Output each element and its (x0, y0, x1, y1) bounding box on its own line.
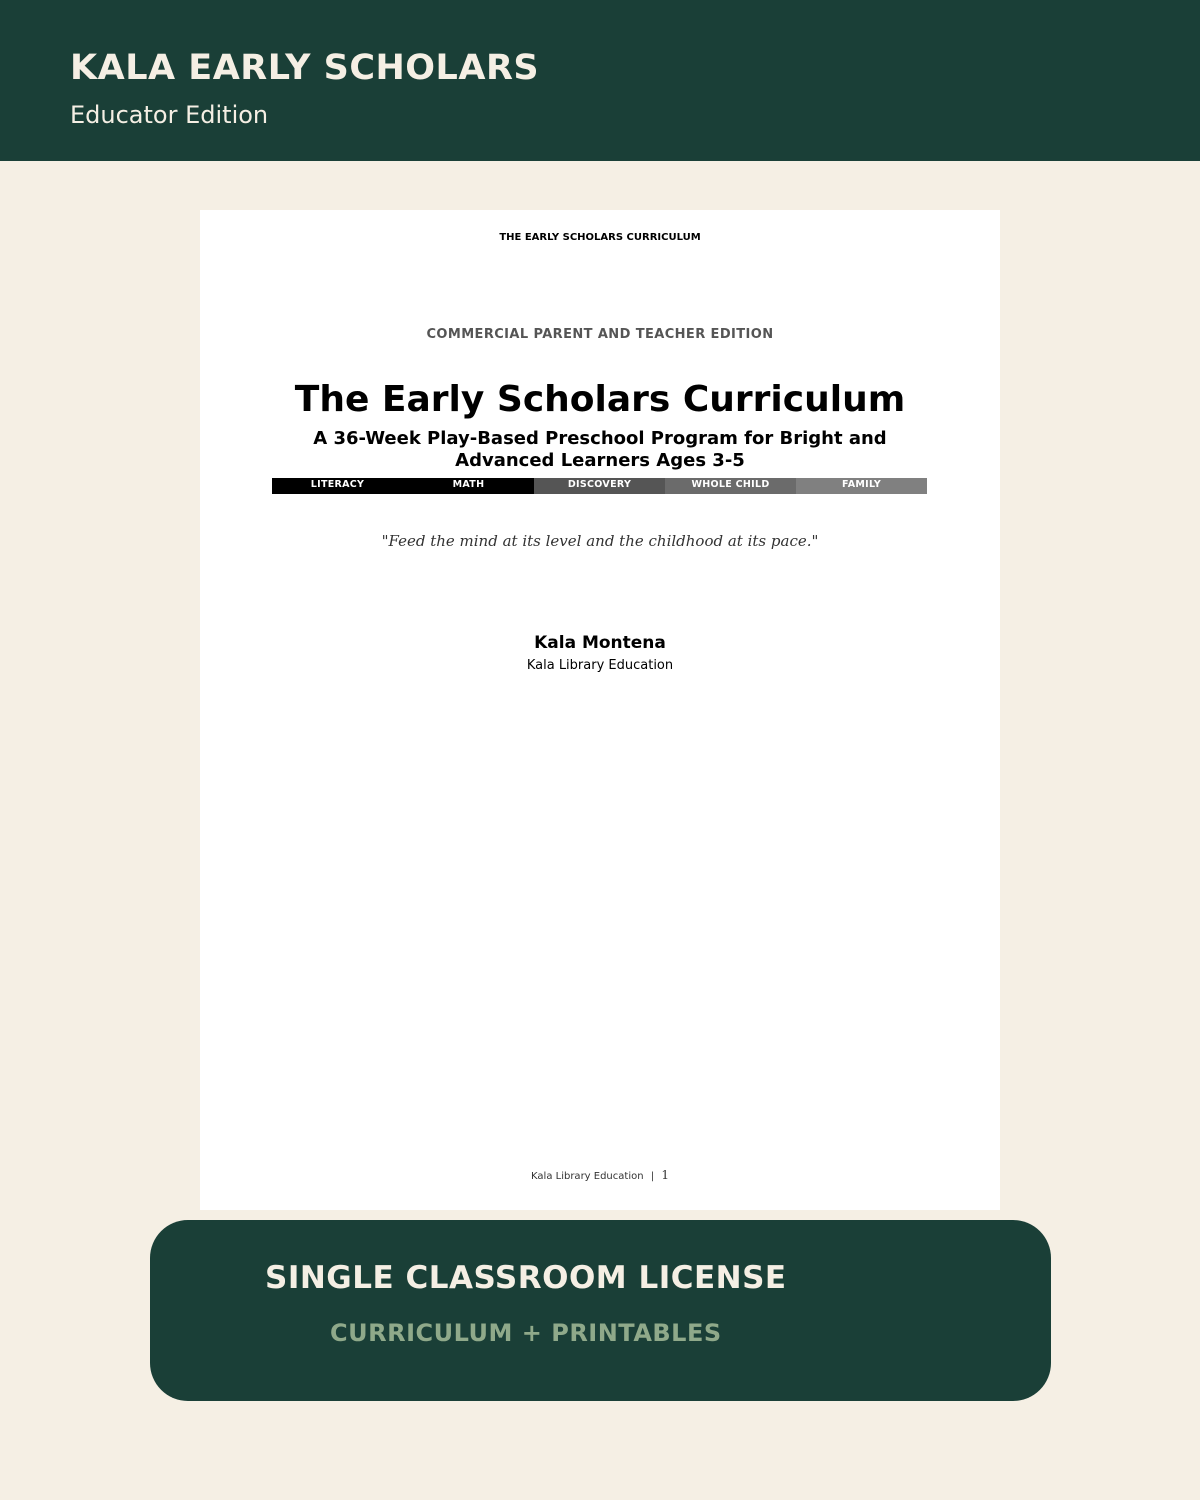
license-title: SINGLE CLASSROOM LICENSE (265, 1260, 787, 1296)
strand-discovery: DISCOVERY (534, 478, 665, 494)
footer-publisher: Kala Library Education (531, 1171, 644, 1182)
strand-math: MATH (403, 478, 534, 494)
license-panel (150, 1220, 1051, 1401)
book-title: The Early Scholars Curriculum (294, 379, 906, 420)
epigraph-quote: "Feed the mind at its level and the childhood at its pace." (381, 532, 819, 550)
footer-separator: | (650, 1171, 655, 1182)
publisher-name: Kala Library Education (526, 658, 674, 673)
book-subtitle: A 36-Week Play-Based Preschool Program for Bright and Advanced Learners Ages 3-5 (313, 428, 887, 471)
brand-title: KALA EARLY SCHOLARS (70, 48, 540, 88)
edition-subtitle: Educator Edition (70, 101, 269, 129)
author-name: Kala Montena (534, 633, 666, 653)
page-footer (200, 1168, 1000, 1184)
running-header: THE EARLY SCHOLARS CURRICULUM (499, 232, 701, 243)
license-includes: CURRICULUM + PRINTABLES (330, 1319, 722, 1347)
strand-whole-child: WHOLE CHILD (665, 478, 796, 494)
strand-literacy: LITERACY (272, 478, 403, 494)
strand-bar (272, 478, 927, 494)
strand-family: FAMILY (796, 478, 927, 494)
top-banner (0, 0, 1200, 161)
edition-label: COMMERCIAL PARENT AND TEACHER EDITION (426, 327, 774, 342)
cover-page (200, 210, 1000, 1210)
page-number: 1 (661, 1168, 669, 1182)
